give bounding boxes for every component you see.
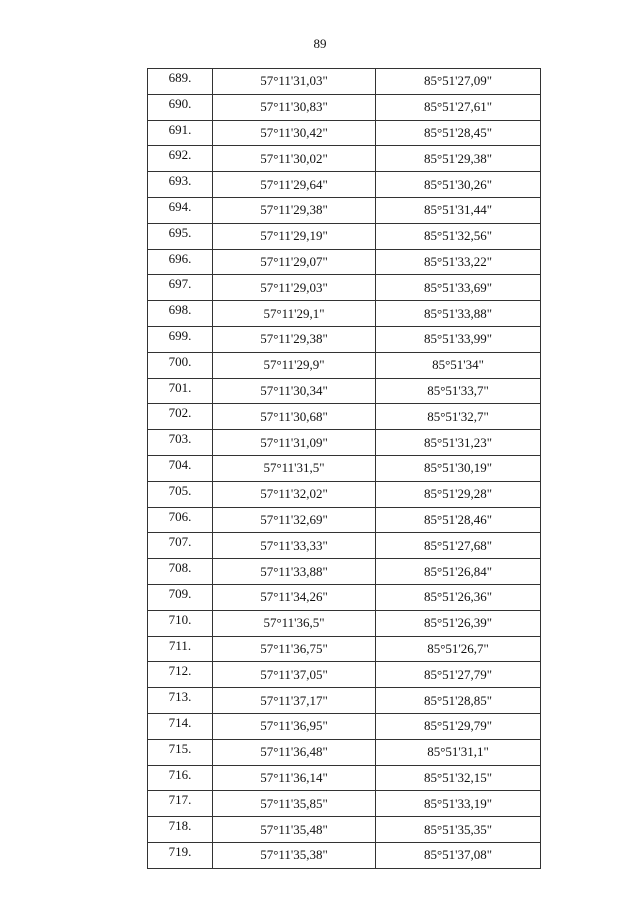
longitude-cell: 85°51'35,35" [376, 817, 541, 843]
latitude-cell: 57°11'29,19" [213, 223, 376, 249]
latitude-cell: 57°11'35,48" [213, 817, 376, 843]
longitude-cell: 85°51'31,1" [376, 739, 541, 765]
latitude-cell: 57°11'30,42" [213, 120, 376, 146]
table-row [148, 249, 541, 275]
latitude-cell: 57°11'36,48" [213, 739, 376, 765]
point-number-cell: 697. [148, 275, 213, 301]
point-number-cell: 716. [148, 765, 213, 791]
latitude-cell: 57°11'35,38" [213, 842, 376, 868]
point-number-cell: 704. [148, 455, 213, 481]
table-row [148, 765, 541, 791]
point-number-cell: 690. [148, 94, 213, 120]
longitude-cell: 85°51'29,38" [376, 146, 541, 172]
longitude-cell: 85°51'34" [376, 352, 541, 378]
latitude-cell: 57°11'33,88" [213, 559, 376, 585]
latitude-cell: 57°11'36,95" [213, 713, 376, 739]
point-number-cell: 705. [148, 481, 213, 507]
table-row [148, 94, 541, 120]
point-number-cell: 689. [148, 69, 213, 95]
point-number-cell: 694. [148, 197, 213, 223]
table-row [148, 301, 541, 327]
longitude-cell: 85°51'33,7" [376, 378, 541, 404]
point-number-cell: 696. [148, 249, 213, 275]
table-row [148, 559, 541, 585]
latitude-cell: 57°11'30,83" [213, 94, 376, 120]
point-number-cell: 698. [148, 301, 213, 327]
table-row [148, 326, 541, 352]
latitude-cell: 57°11'35,85" [213, 791, 376, 817]
longitude-cell: 85°51'33,99" [376, 326, 541, 352]
longitude-cell: 85°51'32,56" [376, 223, 541, 249]
latitude-cell: 57°11'29,38" [213, 326, 376, 352]
table-row [148, 197, 541, 223]
longitude-cell: 85°51'31,23" [376, 430, 541, 456]
table-row [148, 842, 541, 868]
longitude-cell: 85°51'31,44" [376, 197, 541, 223]
table-row [148, 791, 541, 817]
latitude-cell: 57°11'32,02" [213, 481, 376, 507]
longitude-cell: 85°51'26,36" [376, 584, 541, 610]
longitude-cell: 85°51'30,26" [376, 172, 541, 198]
table-row [148, 739, 541, 765]
point-number-cell: 695. [148, 223, 213, 249]
table-row [148, 352, 541, 378]
longitude-cell: 85°51'32,7" [376, 404, 541, 430]
latitude-cell: 57°11'37,05" [213, 662, 376, 688]
latitude-cell: 57°11'36,5" [213, 610, 376, 636]
point-number-cell: 717. [148, 791, 213, 817]
longitude-cell: 85°51'26,84" [376, 559, 541, 585]
point-number-cell: 719. [148, 842, 213, 868]
longitude-cell: 85°51'29,79" [376, 713, 541, 739]
longitude-cell: 85°51'27,68" [376, 533, 541, 559]
table-row [148, 146, 541, 172]
table-row [148, 688, 541, 714]
point-number-cell: 699. [148, 326, 213, 352]
point-number-cell: 703. [148, 430, 213, 456]
longitude-cell: 85°51'29,28" [376, 481, 541, 507]
point-number-cell: 691. [148, 120, 213, 146]
longitude-cell: 85°51'33,69" [376, 275, 541, 301]
table-row [148, 636, 541, 662]
latitude-cell: 57°11'30,34" [213, 378, 376, 404]
table-row [148, 533, 541, 559]
longitude-cell: 85°51'27,61" [376, 94, 541, 120]
table-row [148, 584, 541, 610]
latitude-cell: 57°11'32,69" [213, 507, 376, 533]
table-row [148, 713, 541, 739]
point-number-cell: 692. [148, 146, 213, 172]
latitude-cell: 57°11'34,26" [213, 584, 376, 610]
point-number-cell: 708. [148, 559, 213, 585]
latitude-cell: 57°11'36,14" [213, 765, 376, 791]
table-row [148, 378, 541, 404]
table-row [148, 455, 541, 481]
point-number-cell: 693. [148, 172, 213, 198]
latitude-cell: 57°11'30,02" [213, 146, 376, 172]
latitude-cell: 57°11'29,64" [213, 172, 376, 198]
latitude-cell: 57°11'29,1" [213, 301, 376, 327]
point-number-cell: 700. [148, 352, 213, 378]
latitude-cell: 57°11'30,68" [213, 404, 376, 430]
longitude-cell: 85°51'37,08" [376, 842, 541, 868]
table-row [148, 662, 541, 688]
latitude-cell: 57°11'29,03" [213, 275, 376, 301]
point-number-cell: 718. [148, 817, 213, 843]
table-row [148, 275, 541, 301]
longitude-cell: 85°51'28,45" [376, 120, 541, 146]
longitude-cell: 85°51'27,79" [376, 662, 541, 688]
table-row [148, 223, 541, 249]
latitude-cell: 57°11'31,09" [213, 430, 376, 456]
point-number-cell: 707. [148, 533, 213, 559]
longitude-cell: 85°51'27,09" [376, 69, 541, 95]
longitude-cell: 85°51'30,19" [376, 455, 541, 481]
table-row [148, 507, 541, 533]
table-row [148, 404, 541, 430]
longitude-cell: 85°51'28,85" [376, 688, 541, 714]
latitude-cell: 57°11'29,38" [213, 197, 376, 223]
table-row [148, 481, 541, 507]
longitude-cell: 85°51'33,22" [376, 249, 541, 275]
latitude-cell: 57°11'37,17" [213, 688, 376, 714]
longitude-cell: 85°51'32,15" [376, 765, 541, 791]
point-number-cell: 714. [148, 713, 213, 739]
latitude-cell: 57°11'29,9" [213, 352, 376, 378]
table-row [148, 430, 541, 456]
table-row [148, 610, 541, 636]
table-row [148, 69, 541, 95]
latitude-cell: 57°11'33,33" [213, 533, 376, 559]
point-number-cell: 710. [148, 610, 213, 636]
point-number-cell: 702. [148, 404, 213, 430]
longitude-cell: 85°51'33,88" [376, 301, 541, 327]
point-number-cell: 706. [148, 507, 213, 533]
latitude-cell: 57°11'29,07" [213, 249, 376, 275]
point-number-cell: 712. [148, 662, 213, 688]
longitude-cell: 85°51'26,39" [376, 610, 541, 636]
table-row [148, 172, 541, 198]
coordinates-table-body [148, 69, 541, 869]
point-number-cell: 709. [148, 584, 213, 610]
latitude-cell: 57°11'36,75" [213, 636, 376, 662]
point-number-cell: 713. [148, 688, 213, 714]
point-number-cell: 701. [148, 378, 213, 404]
table-row [148, 817, 541, 843]
longitude-cell: 85°51'28,46" [376, 507, 541, 533]
longitude-cell: 85°51'26,7" [376, 636, 541, 662]
latitude-cell: 57°11'31,5" [213, 455, 376, 481]
latitude-cell: 57°11'31,03" [213, 69, 376, 95]
point-number-cell: 715. [148, 739, 213, 765]
table-row [148, 120, 541, 146]
page-number: 89 [313, 36, 327, 51]
coordinates-table [147, 68, 541, 869]
point-number-cell: 711. [148, 636, 213, 662]
longitude-cell: 85°51'33,19" [376, 791, 541, 817]
